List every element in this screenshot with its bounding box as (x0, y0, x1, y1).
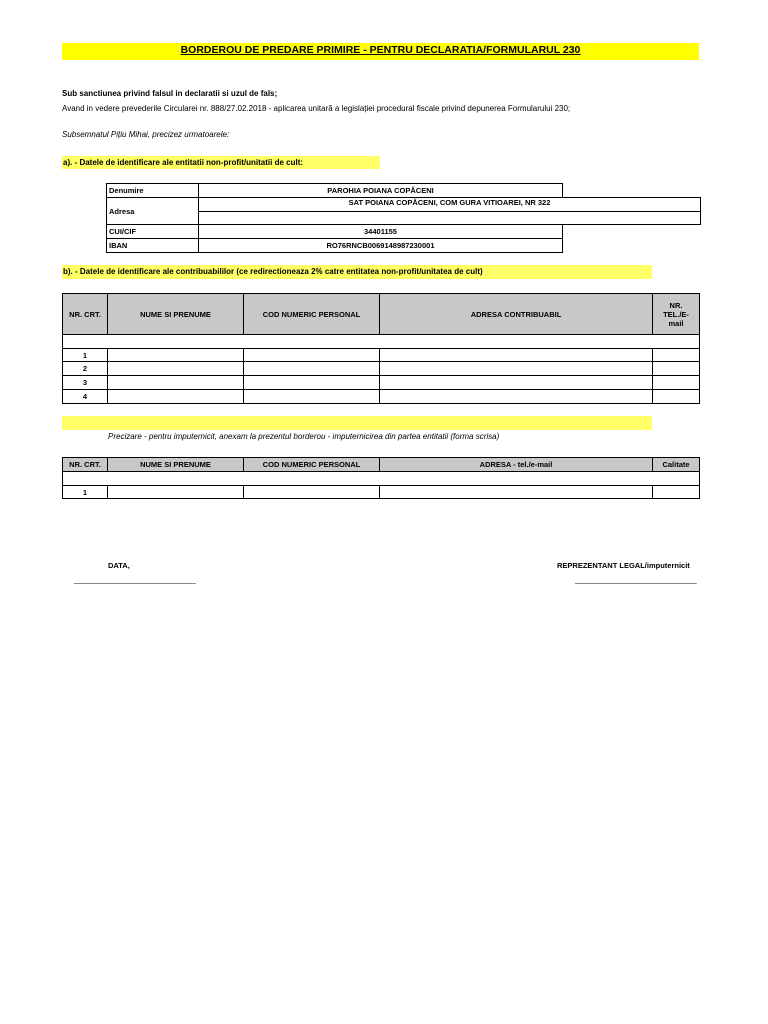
blank-row (63, 335, 700, 349)
name-cell[interactable] (108, 486, 244, 499)
col-tel: NR. TEL./E-mail (653, 294, 700, 335)
intro-line-2: Avand in vedere prevederile Circularei nr. 888/27.02.2018 - aplicarea unitară a legislației procedural fiscale privind depunerea Formularului 230; (62, 104, 571, 113)
table-row (63, 486, 700, 499)
representative-label: REPREZENTANT LEGAL/imputernicit (557, 561, 690, 570)
col-cnp: COD NUMERIC PERSONAL (244, 294, 380, 335)
col-adresa: ADRESA - tel./e-mail (380, 458, 653, 472)
label-cui: CUI/CIF (107, 225, 199, 239)
contact-cell[interactable] (653, 376, 700, 390)
cnp-cell[interactable] (244, 349, 380, 362)
table-row (63, 376, 700, 390)
representative-line: _________________________________ (575, 575, 697, 584)
label-adresa: Adresa (107, 198, 199, 225)
note-highlight (62, 416, 652, 430)
address-cell[interactable] (380, 486, 653, 499)
value-adresa: SAT POIANA COPĂCENI, COM GURA VITIOAREI, NR 322 (199, 198, 701, 212)
row-number: 1 (63, 486, 108, 499)
label-denumire: Denumire (107, 184, 199, 198)
name-cell[interactable] (108, 390, 244, 404)
col-adresa: ADRESA CONTRIBUABIL (380, 294, 653, 335)
intro-line-1: Sub sanctiunea privind falsul in declaratii si uzul de fals; (62, 89, 278, 98)
date-line: _________________________________ (74, 575, 196, 584)
intro-line-3: Subsemnatul Pițiu Mihai, precizez urmatoarele: (62, 130, 230, 139)
row-number: 3 (63, 376, 108, 390)
cnp-cell[interactable] (244, 376, 380, 390)
entity-ids-table (106, 224, 563, 253)
value-adresa-extra (199, 212, 701, 225)
authorized-table (62, 457, 700, 499)
cnp-cell[interactable] (244, 390, 380, 404)
col-nume: NUME SI PRENUME (108, 458, 244, 472)
note-text: Precizare - pentru imputernicit, anexam la prezentul borderou - imputernicirea din partea entitatii (forma scrisa) (108, 432, 500, 441)
table-row (63, 390, 700, 404)
document-title: BORDEROU DE PREDARE PRIMIRE - PENTRU DECLARATIA/FORMULARUL 230 (180, 44, 581, 56)
col-nr-crt: NR. CRT. (63, 294, 108, 335)
value-iban: RO76RNCB0069148987230001 (199, 239, 563, 253)
col-nr-crt: NR. CRT. (63, 458, 108, 472)
col-cnp: COD NUMERIC PERSONAL (244, 458, 380, 472)
address-cell[interactable] (380, 349, 653, 362)
name-cell[interactable] (108, 376, 244, 390)
name-cell[interactable] (108, 349, 244, 362)
contact-cell[interactable] (653, 390, 700, 404)
contributors-table (62, 293, 700, 404)
col-calitate: Calitate (653, 458, 700, 472)
date-label: DATA, (108, 561, 130, 570)
row-number: 1 (63, 349, 108, 362)
cnp-cell[interactable] (244, 362, 380, 376)
table-row (63, 349, 700, 362)
blank-row (63, 472, 700, 486)
col-nume: NUME SI PRENUME (108, 294, 244, 335)
name-cell[interactable] (108, 362, 244, 376)
row-number: 4 (63, 390, 108, 404)
contact-cell[interactable] (653, 349, 700, 362)
address-cell[interactable] (380, 362, 653, 376)
entity-address-table (106, 197, 701, 225)
role-cell[interactable] (653, 486, 700, 499)
table-row (63, 362, 700, 376)
value-cui: 34401155 (199, 225, 563, 239)
value-denumire: PAROHIA POIANA COPĂCENI (199, 184, 563, 198)
address-cell[interactable] (380, 376, 653, 390)
section-a-heading: a). - Datele de identificare ale entitatii non-profit/unitatii de cult: (62, 156, 380, 169)
entity-table (106, 183, 563, 198)
address-cell[interactable] (380, 390, 653, 404)
row-number: 2 (63, 362, 108, 376)
cnp-cell[interactable] (244, 486, 380, 499)
contact-cell[interactable] (653, 362, 700, 376)
section-b-heading: b). - Datele de identificare ale contribuabililor (ce redirectioneaza 2% catre entitatea non-profit/unitatea de cult) (62, 265, 652, 279)
label-iban: IBAN (107, 239, 199, 253)
